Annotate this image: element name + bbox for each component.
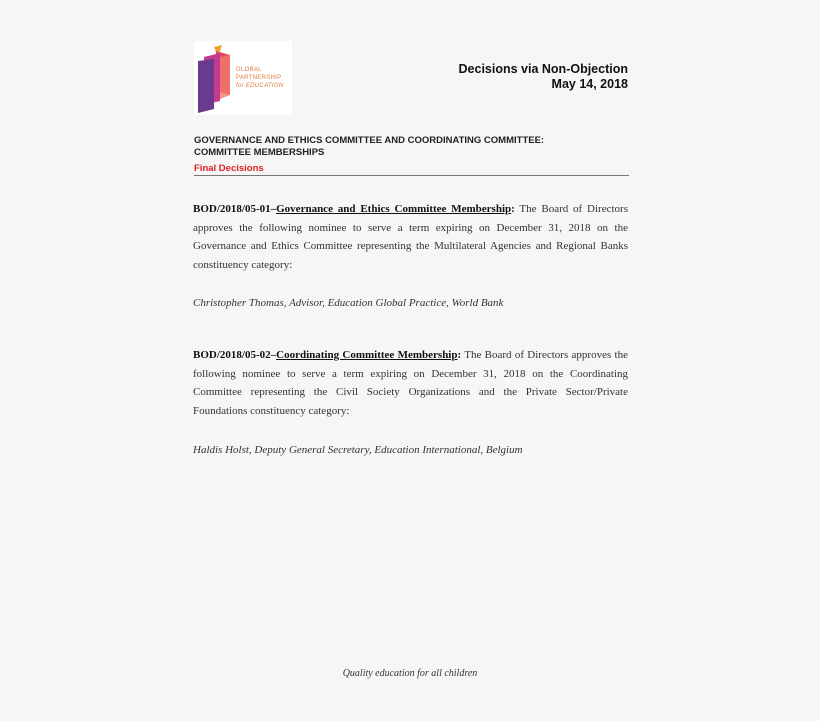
heading-divider [194,175,629,176]
committee-heading-line-2: COMMITTEE MEMBERSHIPS [194,146,325,158]
decision-code: BOD/2018/05-02– [193,349,277,361]
decision-body: The Board of Directors approves the following nominee to serve a term expiring on December 31, 2018 on the Governance and Ethics Committee representing the Multilateral Agencies and Regional Banks constituency category: [193,203,628,271]
logo-line-1: GLOBAL [236,67,262,73]
decision-paragraph-1 [193,200,628,274]
decision-paragraph-2 [193,346,628,420]
book-logo-icon [196,43,236,113]
final-decisions-label: Final Decisions [194,163,264,174]
decision-body: The Board of Directors approves the following nominee to serve a term expiring on December 31, 2018 on the Coordinating Committee representing the Civil Society Organizations and the Private Sector/Private Foundations constituency category: [193,349,628,417]
logo-wordmark [236,66,283,90]
document-header [459,62,628,92]
decision-colon: : [457,349,462,361]
nominee-1: Christopher Thomas, Advisor, Education Global Practice, World Bank [193,297,504,309]
nominee-2: Haldis Holst, Deputy General Secretary, Education International, Belgium [193,444,523,456]
gpe-logo [194,41,292,115]
logo-line-2: PARTNERSHIP [236,75,282,81]
logo-line-3: for EDUCATION [236,83,284,89]
footer-tagline: Quality education for all children [342,668,478,679]
header-date: May 14, 2018 [551,77,628,91]
committee-heading-line-1: GOVERNANCE AND ETHICS COMMITTEE AND COORDINATING COMMITTEE: [194,135,545,146]
decision-title: Governance and Ethics Committee Membership [276,203,512,215]
decision-title: Coordinating Committee Membership [276,349,458,361]
header-title: Decisions via Non-Objection [458,62,628,76]
decision-code: BOD/2018/05-01– [193,203,277,215]
decision-colon: : [511,203,515,215]
committee-heading [194,135,628,158]
